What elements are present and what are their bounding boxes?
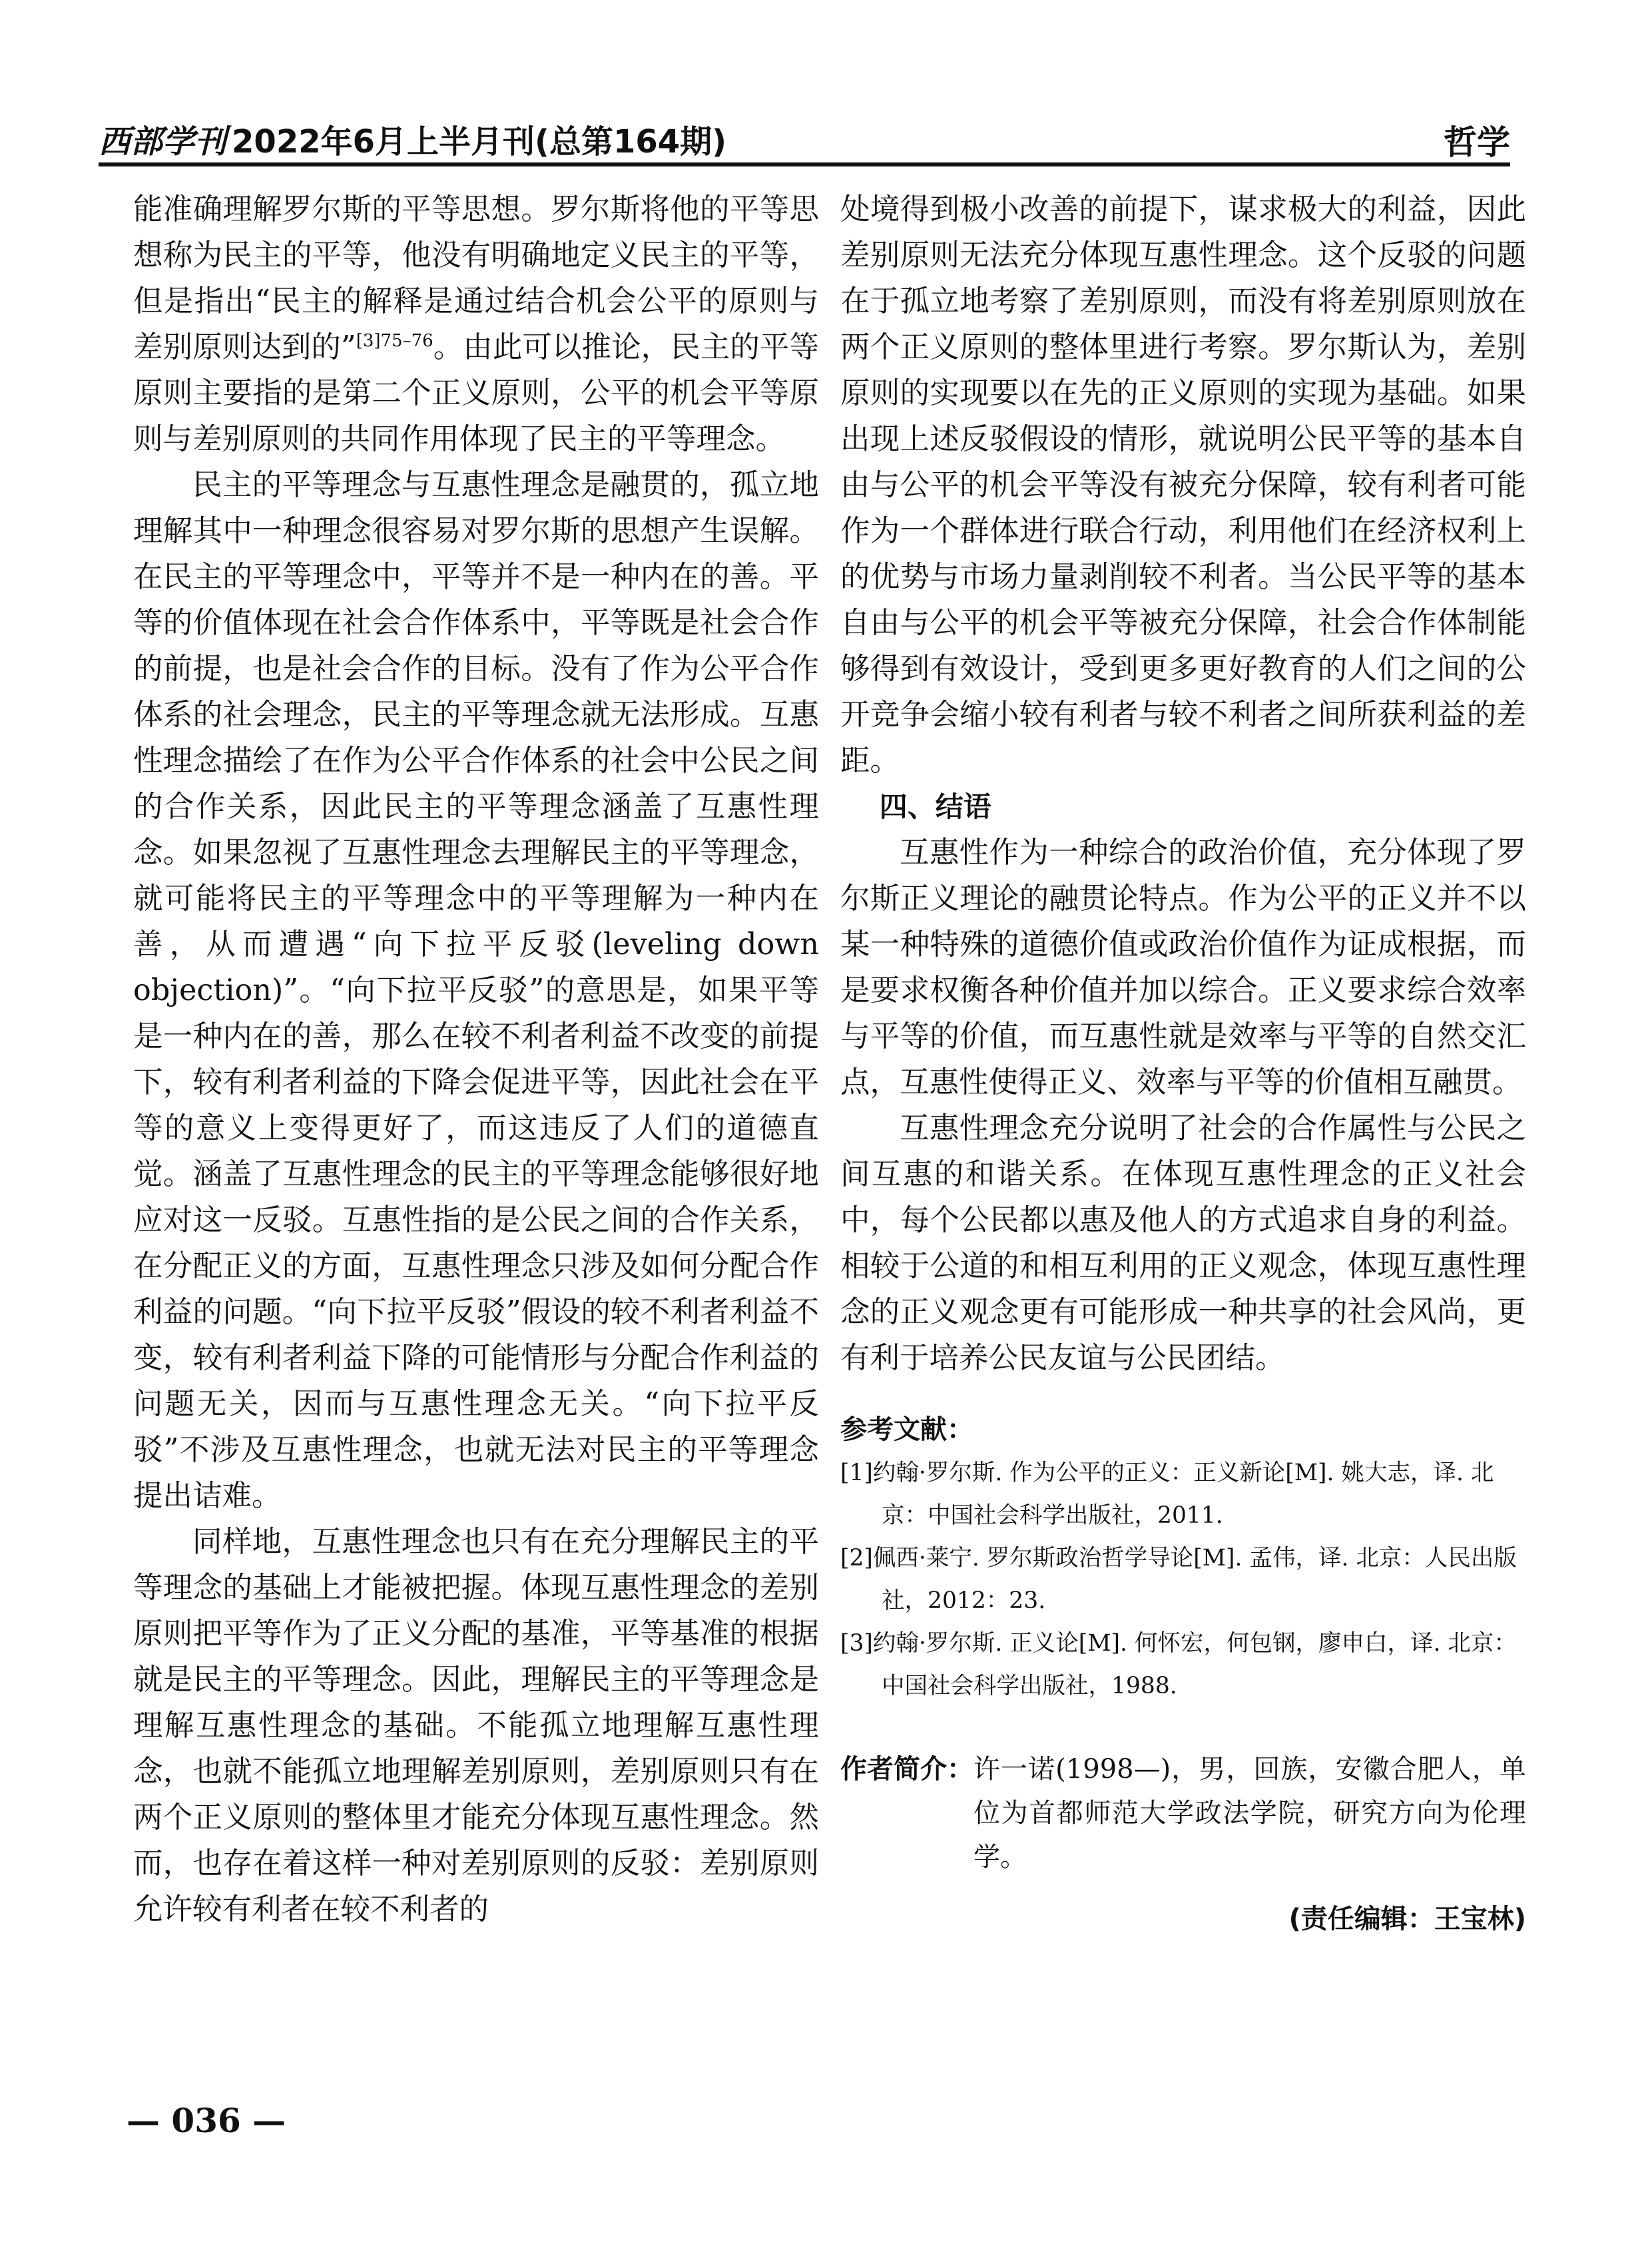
page-number: — 036 — [127, 2101, 286, 2140]
section-label: 哲学 [1444, 123, 1510, 162]
paragraph-text: 能准确理解罗尔斯的平等思想。罗尔斯将他的平等思想称为民主的平等，他没有明确地定义民主的平等，但是指出“民主的解释是通过结合机会公平的原则与差别原则达到的” [133, 192, 819, 364]
section-heading: 四、结语 [879, 790, 991, 823]
paragraph: 民主的平等理念与互惠性理念是融贯的，孤立地理解其中一种理念很容易对罗尔斯的思想产生误解。在民主的平等理念中，平等并不是一种内在的善。平等的价值体现在社会合作体系中，平等既是社会合作的前提，也是社会合作的目标。没有了作为公平合作体系的社会理念，民主的平等理念就无法形成。互惠性理念描绘了在作为公平合作体系的社会中公民之间的合作关系，因此民主的平等理念涵盖了互惠性理念。如果忽视了互惠性理念去理解民主的平等理念，就可能将民主的平等理念中的平等理解为一种内在善，从而遭遇“向下拉平反驳(leveling down objection)”。“向下拉平反驳”的意思是，如果平等是一种内在的善，那么在较不利者利益不改变的前提下，较有利者利益的下降会促进平等，因此社会在平等的意义上变得更好了，而这违反了人们的道德直觉。涵盖了互惠性理念的民主的平等理念能够很好地应对这一反驳。互惠性指的是公民之间的合作关系，在分配正义的方面，互惠性理念只涉及如何分配合作利益的问题。“向下拉平反驳”假设的较不利者利益不变，较有利者利益下降的可能情形与分配合作利益的问题无关，因而与互惠性理念无关。“向下拉平反驳”不涉及互惠性理念，也就无法对民主的平等理念提出诘难。 [133, 468, 819, 1513]
paragraph: 互惠性作为一种综合的政治价值，充分体现了罗尔斯正义理论的融贯论特点。作为公平的正义并不以某一种特殊的道德价值或政治价值作为证成根据，而是要求权衡各种价值并加以综合。正义要求综合效率与平等的价值，而互惠性就是效率与平等的自然交汇点，互惠性使得正义、效率与平等的价值相互融贯。 [840, 836, 1526, 1099]
reference-item: [2]佩西·莱宁. 罗尔斯政治哲学导论[M]. 孟伟，译. 北京：人民出版社，2012：23. [840, 1545, 1517, 1614]
author-bio [840, 1747, 1526, 1879]
author-bio-text: 许一诺(1998—)，男，回族，安徽合肥人，单位为首都师范大学政法学院，研究方向为伦理学。 [973, 1754, 1526, 1872]
paragraph: 同样地，互惠性理念也只有在充分理解民主的平等理念的基础上才能被把握。体现互惠性理念的差别原则把平等作为了正义分配的基准，平等基准的根据就是民主的平等理念。因此，理解民主的平等理念是理解互惠性理念的基础。不能孤立地理解互惠性理念，也就不能孤立地理解差别原则，差别原则只有在两个正义原则的整体里才能充分体现互惠性理念。然而，也存在着这样一种对差别原则的反驳：差别原则允许较有利者在较不利者的 [133, 1525, 819, 1926]
right-column [840, 186, 1526, 2071]
citation-mark: [3]75–76 [356, 331, 433, 352]
left-column [133, 186, 819, 2091]
paragraph: 互惠性理念充分说明了社会的合作属性与公民之间互惠的和谐关系。在体现互惠性理念的正义社会中，每个公民都以惠及他人的方式追求自身的利益。相较于公道的和相互利用的正义观念，体现互惠性理念的正义观念更有可能形成一种共享的社会风尚，更有利于培养公民友谊与公民团结。 [840, 1111, 1526, 1375]
reference-item: [1]约翰·罗尔斯. 作为公平的正义：正义新论[M]. 姚大志，译. 北京：中国社会科学出版社，2011. [840, 1460, 1494, 1529]
issue-info: 2022年6月上半月刊(总第164期) [232, 123, 727, 160]
paragraph-continued: 处境得到极小改善的前提下，谋求极大的利益，因此差别原则无法充分体现互惠性理念。这个反驳的问题在于孤立地考察了差别原则，而没有将差别原则放在两个正义原则的整体里进行考察。罗尔斯认为，差别原则的实现要以在先的正义原则的实现为基础。如果出现上述反驳假设的情形，就说明公民平等的基本自由与公平的机会平等没有被充分保障，较有利者可能作为一个群体进行联合行动，利用他们在经济权利上的优势与市场力量剥削较不利者。当公民平等的基本自由与公平的机会平等被充分保障，社会合作体制能够得到有效设计，受到更多更好教育的人们之间的公开竞争会缩小较有利者与较不利者之间所获利益的差距。 [840, 192, 1526, 778]
responsible-editor: (责任编辑：王宝林) [1288, 1904, 1526, 1934]
page-header [99, 107, 1510, 166]
paragraph-text: 。由此可以推论，民主的平等原则主要指的是第二个正义原则，公平的机会平等原则与差别原则的共同作用体现了民主的平等理念。 [133, 330, 819, 456]
header-rule [99, 162, 1510, 166]
journal-logo: 西部学刊 [99, 123, 227, 160]
reference-item: [3]约翰·罗尔斯. 正义论[M]. 何怀宏，何包钢，廖申白，译. 北京：中国社会科学出版社，1988. [840, 1630, 1517, 1699]
references-title: 参考文献： [840, 1414, 973, 1445]
paragraph-continued [133, 186, 819, 462]
journal-masthead [99, 116, 726, 162]
author-bio-label: 作者简介： [840, 1754, 973, 1785]
